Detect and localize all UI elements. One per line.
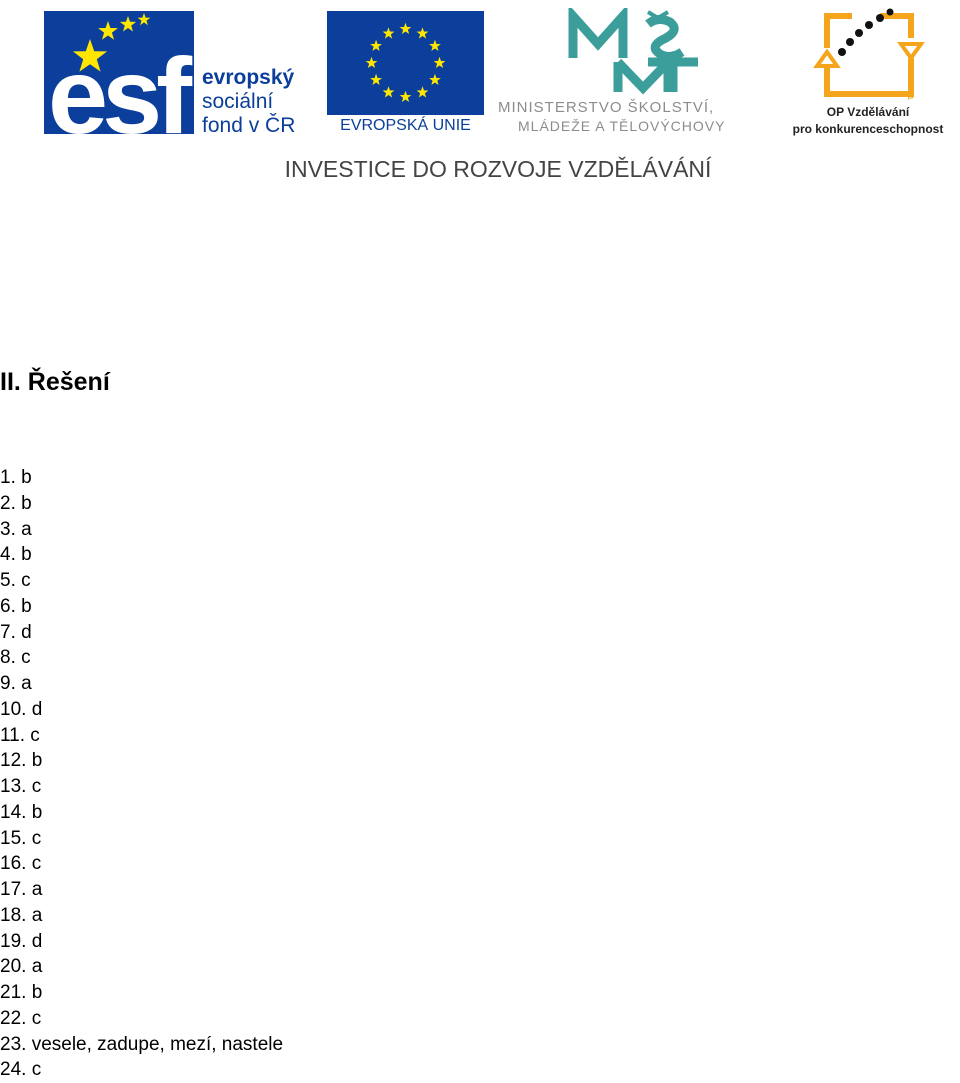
msmt-logo	[498, 8, 770, 138]
msmt-caption-line1: MINISTERSTVO ŠKOLSTVÍ,	[498, 99, 715, 116]
eu-caption: EVROPSKÁ UNIE	[340, 117, 471, 134]
eu-star-icon	[383, 86, 395, 97]
answer-item: 19. d	[0, 930, 43, 952]
answer-item: 21. b	[0, 982, 43, 1003]
esf-caption-line2: sociální	[202, 90, 274, 113]
answer-item: 4. b	[0, 544, 32, 566]
answer-item: 1. b	[0, 467, 32, 488]
eu-star-icon	[400, 23, 412, 34]
answer-item: 12. b	[0, 750, 43, 772]
eu-star-icon	[370, 74, 382, 85]
answer-item: 16. c	[0, 853, 42, 875]
eu-star-icon	[383, 27, 395, 38]
slogan: INVESTICE DO ROZVOJE VZDĚLÁVÁNÍ	[284, 156, 712, 182]
msmt-caption-line2: MLÁDEŽE A TĚLOVÝCHOVY	[518, 118, 726, 134]
eu-star-icon	[366, 57, 378, 68]
op-caption	[780, 104, 956, 138]
answer-item: 8. c	[0, 647, 31, 669]
eu-star-icon	[429, 40, 441, 51]
eu-star-icon	[370, 40, 382, 51]
eu-logo	[327, 11, 485, 136]
answer-item: 7. d	[0, 621, 32, 643]
answer-item: 20. a	[0, 956, 43, 978]
msmt-caption	[498, 98, 770, 136]
answer-item: 24. c	[0, 1059, 42, 1081]
esf-caption-line1: evropský	[202, 66, 295, 89]
esf-mark	[44, 11, 194, 134]
answer-item: 3. a	[0, 518, 32, 540]
eu-star-icon	[400, 91, 412, 102]
eu-star-icon	[429, 74, 441, 85]
answer-item: 6. b	[0, 595, 32, 617]
esf-wordmark: esf	[48, 35, 187, 134]
answer-item: 2. b	[0, 492, 32, 514]
answer-item: 18. a	[0, 904, 43, 926]
esf-logo	[44, 11, 314, 137]
eu-flag-icon	[327, 11, 484, 115]
answer-item: 10. d	[0, 698, 43, 720]
op-square-arrows-icon	[780, 8, 956, 100]
eu-star-icon	[434, 57, 446, 68]
answer-list	[0, 465, 283, 1083]
eu-star-icon	[417, 86, 429, 97]
answer-item: 9. a	[0, 673, 32, 694]
op-years-label: 2007-13	[906, 78, 913, 100]
eu-star-circle-icon	[327, 11, 484, 115]
answer-item: 15. c	[0, 827, 42, 849]
answer-item: 23. vesele, zadupe, mezí, nastele	[0, 1033, 284, 1055]
msmt-monogram-icon	[498, 8, 770, 98]
section-title: II. Řešení	[0, 368, 110, 396]
esf-caption-line3: fond v ČR	[202, 114, 296, 137]
answer-item: 14. b	[0, 801, 43, 823]
eu-star-icon	[417, 27, 429, 38]
answer-item: 13. c	[0, 776, 42, 797]
logo-banner	[0, 0, 960, 190]
answer-item: 5. c	[0, 570, 31, 591]
answer-item: 22. c	[0, 1007, 42, 1029]
op-caption-line2: pro konkurenceschopnost	[792, 122, 944, 136]
op-caption-line1: OP Vzdělávání	[826, 105, 910, 119]
op-logo	[780, 8, 956, 138]
answer-item: 11. c	[0, 724, 40, 746]
answer-item: 17. a	[0, 879, 43, 900]
